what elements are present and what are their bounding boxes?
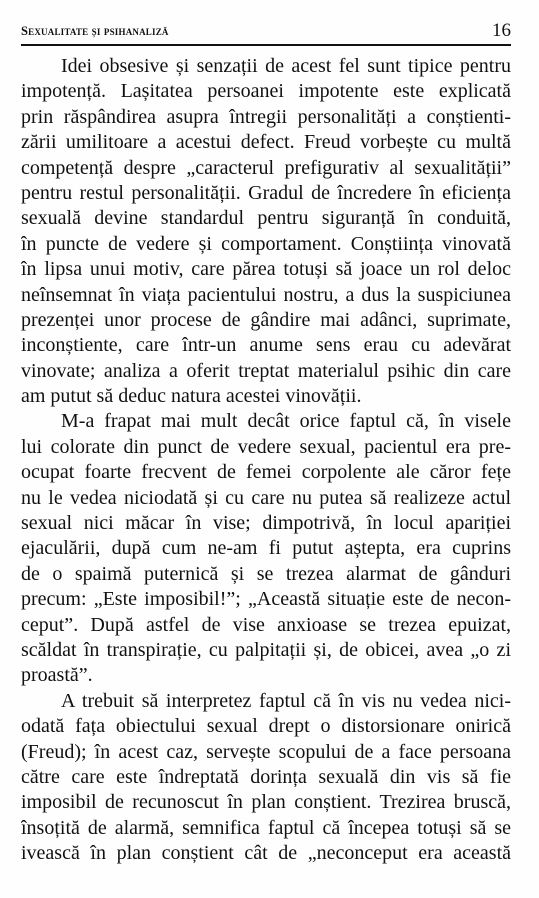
text-line: odată fața obiectului sexual drept o distorsionare onirică: [21, 715, 511, 738]
text-line: pentru restul personalității. Gradul de încredere în eficiența: [21, 181, 511, 204]
page-number: 16: [492, 20, 511, 41]
text-line: în puncte de vedere și comportament. Conștiința vinovată: [21, 232, 511, 255]
text-line: M-a frapat mai mult decât orice faptul că, în visele: [61, 410, 511, 433]
text-line: zării umilitoare a acestui defect. Freud vorbește cu multă: [21, 131, 511, 154]
text-line: imposibil de recunoscut în plan conștient. Trezirea bruscă,: [21, 791, 511, 814]
text-line: neînsemnat în viața pacientului nostru, a dus la suspiciunea: [21, 283, 511, 306]
text-line: proastă”.: [21, 664, 93, 687]
text-line: de o spaimă puternică și se trezea alarmat de gânduri: [21, 562, 511, 585]
text-line: ocupat foarte frecvent de femei corpolente ale căror fețe: [21, 461, 511, 484]
text-line: precum: „Este imposibil!”; „Această situație este de necon-: [21, 588, 511, 611]
text-line: sexual nici măcar în vise; dimpotrivă, în locul apariției: [21, 512, 511, 535]
text-line: vinovate; analiza a oferit treptat materialul psihic din care: [21, 359, 511, 382]
text-line: scăldat în transpirație, cu palpitații și, de obicei, avea „o zi: [21, 638, 511, 661]
text-line: către care este îndreptată dorința sexuală din vis să fie: [21, 765, 511, 788]
text-line: sexuală devine standardul pentru siguranță în conduită,: [21, 207, 511, 230]
running-title: Sexualitate și psihanaliză: [21, 24, 169, 38]
text-line: inconștiente, care într-un anume sens erau cu adevărat: [21, 334, 511, 357]
text-line: am putut să deduc natura acestei vinovății.: [21, 385, 362, 408]
text-line: competență despre „caracterul prefigurativ al sexualității”: [21, 156, 511, 179]
text-line: ejaculării, după cum ne-am fi putut aștepta, era cuprins: [21, 537, 511, 560]
text-line: prin răspândirea asupra întregii personalități a conștienti-: [21, 105, 511, 128]
text-line: prezenței unor procese de gândire mai adânci, suprimate,: [21, 308, 511, 331]
text-line: ceput”. După astfel de vise anxioase se trezea epuizat,: [21, 613, 511, 636]
running-header: [21, 20, 511, 44]
text-line: impotență. Lașitatea persoanei impotente este explicată: [21, 80, 511, 103]
header-rule: [21, 44, 511, 46]
text-line: însoțită de alarmă, semnifica faptul că începea totuși să se: [21, 816, 511, 839]
text-line: ivească în plan conștient cât de „neconceput era această: [21, 842, 511, 865]
text-line: A trebuit să interpretez faptul că în vis nu vedea nici-: [61, 689, 511, 712]
text-line: nu le vedea niciodată și cu care nu putea să realizeze actul: [21, 486, 511, 509]
text-line: (Freud); în acest caz, servește scopului de a face persoana: [21, 740, 511, 763]
text-line: lui colorate din punct de vedere sexual, pacientul era pre-: [21, 435, 511, 458]
text-line: în lipsa unui motiv, care părea totuși să joace un rol deloc: [21, 258, 511, 281]
body-text: [21, 54, 511, 867]
text-line: Idei obsesive și senzații de acest fel sunt tipice pentru: [61, 55, 511, 77]
